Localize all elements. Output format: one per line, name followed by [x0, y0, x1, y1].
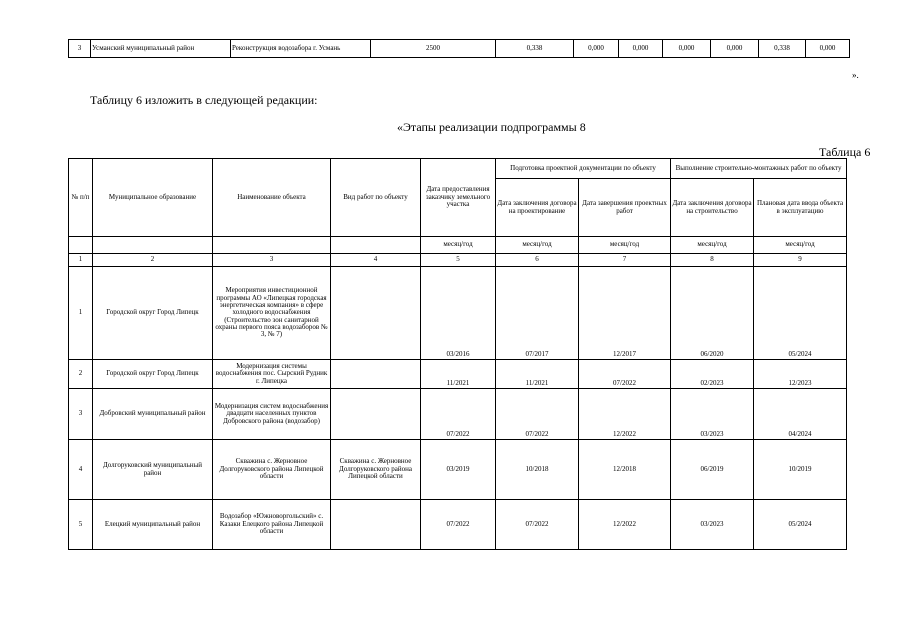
- table-row: [69, 440, 847, 500]
- construction-contract-cell: 03/2023: [671, 389, 754, 440]
- unit-cell: [93, 237, 213, 254]
- municipality-cell: Городской округ Город Липецк: [93, 267, 213, 360]
- design-finish-cell: 12/2022: [579, 500, 671, 550]
- stages-table: [68, 158, 847, 550]
- value-cell: 0,000: [663, 40, 711, 58]
- municipality-cell: Елецкий муниципальный район: [93, 500, 213, 550]
- header-design-group: Подготовка проектной документации по объекту: [496, 159, 671, 179]
- land-date-cell: 07/2022: [421, 500, 496, 550]
- object-cell: Модернизация систем водоснабжения двадцати населенных пунктов Добровского района (водозабор): [213, 389, 331, 440]
- unit-cell: месяц/год: [496, 237, 579, 254]
- unit-cell: [69, 237, 93, 254]
- commission-date-cell: 04/2024: [754, 389, 847, 440]
- instruction-text: Таблицу 6 изложить в следующей редакции:: [90, 93, 318, 107]
- unit-cell: месяц/год: [754, 237, 847, 254]
- table-row: [69, 389, 847, 440]
- header-work-type: Вид работ по объекту: [331, 159, 421, 237]
- work-type-cell: [331, 389, 421, 440]
- section-title: «Этапы реализации подпрограммы 8: [397, 120, 586, 134]
- commission-date-cell: 12/2023: [754, 360, 847, 389]
- value-cell: 0,338: [496, 40, 574, 58]
- design-contract-cell: 11/2021: [496, 360, 579, 389]
- column-number: 9: [754, 254, 847, 267]
- value-cell: 2500: [371, 40, 496, 58]
- header-municipality: Муниципальное образование: [93, 159, 213, 237]
- unit-cell: месяц/год: [579, 237, 671, 254]
- commission-date-cell: 05/2024: [754, 267, 847, 360]
- column-number: 2: [93, 254, 213, 267]
- construction-contract-cell: 03/2023: [671, 500, 754, 550]
- row-number: 2: [69, 360, 93, 389]
- value-cell: 0,338: [759, 40, 806, 58]
- header-design-contract: Дата заключения договора на проектирование: [496, 179, 579, 237]
- object-cell: Реконструкция водозабора г. Усмань: [231, 40, 371, 58]
- construction-contract-cell: 06/2019: [671, 440, 754, 500]
- header-object: Наименование объекта: [213, 159, 331, 237]
- unit-cell: [213, 237, 331, 254]
- land-date-cell: 07/2022: [421, 389, 496, 440]
- column-number: 3: [213, 254, 331, 267]
- land-date-cell: 03/2019: [421, 440, 496, 500]
- design-contract-cell: 07/2017: [496, 267, 579, 360]
- units-row: [69, 237, 847, 254]
- column-number: 4: [331, 254, 421, 267]
- column-number: 6: [496, 254, 579, 267]
- municipality-cell: Добровский муниципальный район: [93, 389, 213, 440]
- work-type-cell: [331, 267, 421, 360]
- design-finish-cell: 12/2022: [579, 389, 671, 440]
- value-cell: 0,000: [806, 40, 850, 58]
- table-row: [69, 40, 850, 58]
- land-date-cell: 11/2021: [421, 360, 496, 389]
- commission-date-cell: 05/2024: [754, 500, 847, 550]
- design-finish-cell: 07/2022: [579, 360, 671, 389]
- design-contract-cell: 07/2022: [496, 389, 579, 440]
- object-cell: Скважина с. Жерновное Долгоруковского района Липецкой области: [213, 440, 331, 500]
- header-num: № п/п: [69, 159, 93, 237]
- previous-table-fragment: [68, 39, 850, 58]
- unit-cell: месяц/год: [671, 237, 754, 254]
- design-finish-cell: 12/2018: [579, 440, 671, 500]
- column-number: 7: [579, 254, 671, 267]
- design-finish-cell: 12/2017: [579, 267, 671, 360]
- header-construction-contract: Дата заключения договора на строительство: [671, 179, 754, 237]
- header-commission-date: Плановая дата ввода объекта в эксплуатацию: [754, 179, 847, 237]
- commission-date-cell: 10/2019: [754, 440, 847, 500]
- table-row: [69, 500, 847, 550]
- object-cell: Мероприятия инвестиционной программы АО «Липецкая городская энергетическая компания» в сфере холодного водоснабжения (Строительство зон санитарной охраны первого пояса водозаборов № 3, № 7): [213, 267, 331, 360]
- value-cell: 0,000: [619, 40, 663, 58]
- header-construction-group: Выполнение строительно-монтажных работ по объекту: [671, 159, 847, 179]
- construction-contract-cell: 06/2020: [671, 267, 754, 360]
- municipality-cell: Городской округ Город Липецк: [93, 360, 213, 389]
- work-type-cell: [331, 500, 421, 550]
- closing-quote: ».: [852, 70, 859, 80]
- header-row: [69, 159, 847, 179]
- object-cell: Модернизация системы водоснабжения пос. Сырский Рудник г. Липецка: [213, 360, 331, 389]
- work-type-cell: Скважина с. Жерновное Долгоруковского района Липецкой области: [331, 440, 421, 500]
- row-number: 1: [69, 267, 93, 360]
- work-type-cell: [331, 360, 421, 389]
- header-design-finish: Дата завершения проектных работ: [579, 179, 671, 237]
- row-number: 4: [69, 440, 93, 500]
- column-numbers-row: [69, 254, 847, 267]
- land-date-cell: 03/2016: [421, 267, 496, 360]
- municipality-cell: Усманский муниципальный район: [91, 40, 231, 58]
- column-number: 1: [69, 254, 93, 267]
- table-row: [69, 360, 847, 389]
- value-cell: 0,000: [711, 40, 759, 58]
- value-cell: 0,000: [574, 40, 619, 58]
- column-number: 5: [421, 254, 496, 267]
- object-cell: Водозабор «Южноворгольский» с. Казаки Елецкого района Липецкой области: [213, 500, 331, 550]
- column-number: 8: [671, 254, 754, 267]
- row-number: 5: [69, 500, 93, 550]
- design-contract-cell: 07/2022: [496, 500, 579, 550]
- design-contract-cell: 10/2018: [496, 440, 579, 500]
- table-label: Таблица 6: [819, 145, 871, 159]
- unit-cell: [331, 237, 421, 254]
- header-land-date: Дата предоставления заказчику земельного участка: [421, 159, 496, 237]
- row-number: 3: [69, 389, 93, 440]
- construction-contract-cell: 02/2023: [671, 360, 754, 389]
- row-number: 3: [69, 40, 91, 58]
- unit-cell: месяц/год: [421, 237, 496, 254]
- table-row: [69, 267, 847, 360]
- municipality-cell: Долгоруковский муниципальный район: [93, 440, 213, 500]
